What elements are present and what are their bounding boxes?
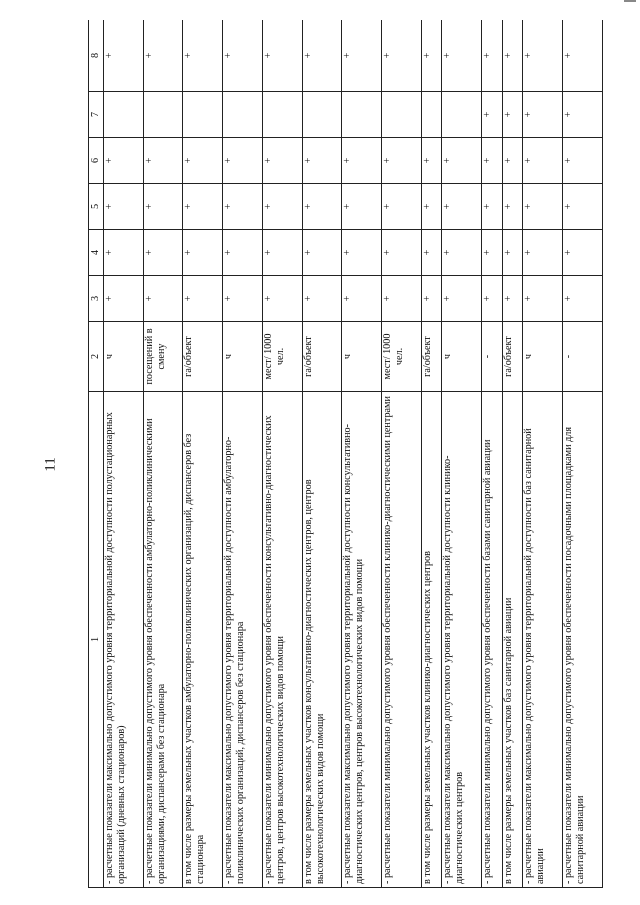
indicator-label: в том числе размеры земельных участков амбулаторно-поликлинических организаций, диспансеров без стационара (183, 392, 223, 888)
mark-cell: + (421, 20, 442, 92)
table-row (563, 20, 603, 888)
mark-cell: + (382, 184, 422, 230)
mark-cell: + (183, 138, 223, 184)
col-header: 2 (89, 322, 104, 392)
mark-cell: + (382, 138, 422, 184)
mark-cell: + (382, 230, 422, 276)
mark-cell: + (302, 184, 342, 230)
indicator-label: - расчетные показатели минимально допустимого уровня обеспеченности амбулаторно-поликлиническими организациями, диспансерами без стационара (143, 392, 183, 888)
mark-cell: + (183, 184, 223, 230)
mark-cell: + (143, 230, 183, 276)
mark-cell: + (442, 230, 482, 276)
table-row (523, 20, 563, 888)
mark-cell: + (523, 20, 563, 92)
mark-cell: + (523, 230, 563, 276)
table-row (342, 20, 382, 888)
mark-cell (262, 92, 302, 138)
mark-cell: + (442, 184, 482, 230)
table-row (421, 20, 442, 888)
mark-cell: + (442, 276, 482, 322)
mark-cell: + (523, 138, 563, 184)
mark-cell (223, 92, 263, 138)
mark-cell: + (262, 20, 302, 92)
unit-cell: посещений в смену (143, 322, 183, 392)
mark-cell: + (563, 138, 603, 184)
unit-cell: га/объект (421, 322, 442, 392)
indicator-label: - расчетные показатели максимально допустимого уровня территориальной доступности баз санитарной авиации (523, 392, 563, 888)
mark-cell: + (482, 276, 503, 322)
mark-cell: + (502, 276, 523, 322)
unit-cell: мест/ 1000 чел. (382, 322, 422, 392)
mark-cell: + (421, 184, 442, 230)
mark-cell: + (183, 276, 223, 322)
mark-cell: + (104, 184, 144, 230)
mark-cell: + (342, 184, 382, 230)
mark-cell: + (502, 20, 523, 92)
mark-cell: + (563, 20, 603, 92)
mark-cell (421, 92, 442, 138)
indicator-label: в том числе размеры земельных участков консультативно-диагностических центров, центров высокотехнологических видов помощи (302, 392, 342, 888)
indicator-label: - расчетные показатели максимально допустимого уровня территориальной доступности клинико-диагностических центров (442, 392, 482, 888)
mark-cell: + (482, 230, 503, 276)
mark-cell: + (223, 184, 263, 230)
mark-cell: + (302, 276, 342, 322)
indicator-label: - расчетные показатели максимально допустимого уровня территориальной доступности консультативно-диагностических центров, центров высокотехнологических видов помощи (342, 392, 382, 888)
indicator-label: - расчетные показатели минимально допустимого уровня обеспеченности посадочными площадками для санитарной авиации (563, 392, 603, 888)
mark-cell (104, 92, 144, 138)
mark-cell: + (302, 20, 342, 92)
mark-cell: + (262, 184, 302, 230)
mark-cell (382, 92, 422, 138)
table-row (382, 20, 422, 888)
table-row (143, 20, 183, 888)
mark-cell: + (223, 230, 263, 276)
mark-cell: + (563, 230, 603, 276)
unit-cell: га/объект (183, 322, 223, 392)
mark-cell: + (482, 138, 503, 184)
col-header: 4 (89, 230, 104, 276)
indicator-label: в том числе размеры земельных участков клинико-диагностических центров (421, 392, 442, 888)
mark-cell: + (104, 276, 144, 322)
unit-cell: ч (442, 322, 482, 392)
mark-cell: + (523, 184, 563, 230)
mark-cell: + (223, 20, 263, 92)
mark-cell (183, 92, 223, 138)
mark-cell: + (143, 20, 183, 92)
mark-cell: + (223, 276, 263, 322)
mark-cell: + (302, 138, 342, 184)
mark-cell: + (502, 230, 523, 276)
mark-cell: + (421, 276, 442, 322)
indicator-label: - расчетные показатели минимально допустимого уровня обеспеченности консультативно-диагностических центров, центров высокотехнологических видов помощи (262, 392, 302, 888)
mark-cell: + (262, 138, 302, 184)
mark-cell (302, 92, 342, 138)
col-header: 8 (89, 20, 104, 92)
unit-cell: мест/ 1000 чел. (262, 322, 302, 392)
mark-cell: + (563, 92, 603, 138)
mark-cell: + (523, 276, 563, 322)
mark-cell: + (223, 138, 263, 184)
header-row (89, 20, 104, 888)
mark-cell: + (183, 230, 223, 276)
table-row (442, 20, 482, 888)
table-row (104, 20, 144, 888)
mark-cell: + (442, 138, 482, 184)
mark-cell: + (104, 138, 144, 184)
mark-cell: + (143, 184, 183, 230)
table-row (183, 20, 223, 888)
indicator-label: - расчетные показатели максимально допустимого уровня территориальной доступности амбулаторно-поликлинических организаций, диспансеров без стационара (223, 392, 263, 888)
mark-cell: + (482, 184, 503, 230)
scan-mark (624, 0, 636, 2)
mark-cell: + (302, 230, 342, 276)
table-row (482, 20, 503, 888)
indicator-label: в том числе размеры земельных участков баз санитарной авиации (502, 392, 523, 888)
mark-cell: + (563, 184, 603, 230)
indicators-table (88, 20, 603, 888)
col-header: 5 (89, 184, 104, 230)
mark-cell: + (482, 20, 503, 92)
mark-cell (442, 92, 482, 138)
rotated-table-container (88, 20, 603, 888)
page-number: 11 (42, 457, 59, 472)
unit-cell: ч (223, 322, 263, 392)
col-header: 7 (89, 92, 104, 138)
indicator-label: - расчетные показатели максимально допустимого уровня территориальной доступности полустационарных организаций (дневных стационаров) (104, 392, 144, 888)
table-row (502, 20, 523, 888)
unit-cell: ч (523, 322, 563, 392)
table-row (302, 20, 342, 888)
indicator-label: - расчетные показатели минимально допустимого уровня обеспеченности базами санитарной авиации (482, 392, 503, 888)
unit-cell: ч (104, 322, 144, 392)
mark-cell: + (342, 276, 382, 322)
mark-cell: + (143, 138, 183, 184)
rotated-table-area (88, 20, 603, 888)
mark-cell: + (382, 276, 422, 322)
mark-cell: + (523, 92, 563, 138)
mark-cell: + (442, 20, 482, 92)
unit-cell: - (482, 322, 503, 392)
unit-cell: - (563, 322, 603, 392)
mark-cell: + (342, 20, 382, 92)
col-header: 1 (89, 392, 104, 888)
mark-cell: + (482, 92, 503, 138)
unit-cell: га/объект (502, 322, 523, 392)
mark-cell: + (342, 230, 382, 276)
table-row (223, 20, 263, 888)
mark-cell: + (143, 276, 183, 322)
mark-cell: + (342, 138, 382, 184)
mark-cell: + (421, 230, 442, 276)
table-row (262, 20, 302, 888)
col-header: 6 (89, 138, 104, 184)
indicator-label: - расчетные показатели минимально допустимого уровня обеспеченности клинико-диагностическими центрами (382, 392, 422, 888)
mark-cell: + (502, 138, 523, 184)
mark-cell: + (104, 230, 144, 276)
mark-cell (143, 92, 183, 138)
mark-cell: + (563, 276, 603, 322)
mark-cell: + (262, 276, 302, 322)
mark-cell (342, 92, 382, 138)
mark-cell: + (502, 92, 523, 138)
unit-cell: ч (342, 322, 382, 392)
mark-cell: + (262, 230, 302, 276)
mark-cell: + (502, 184, 523, 230)
mark-cell: + (421, 138, 442, 184)
unit-cell: га/объект (302, 322, 342, 392)
mark-cell: + (183, 20, 223, 92)
mark-cell: + (104, 20, 144, 92)
col-header: 3 (89, 276, 104, 322)
mark-cell: + (382, 20, 422, 92)
